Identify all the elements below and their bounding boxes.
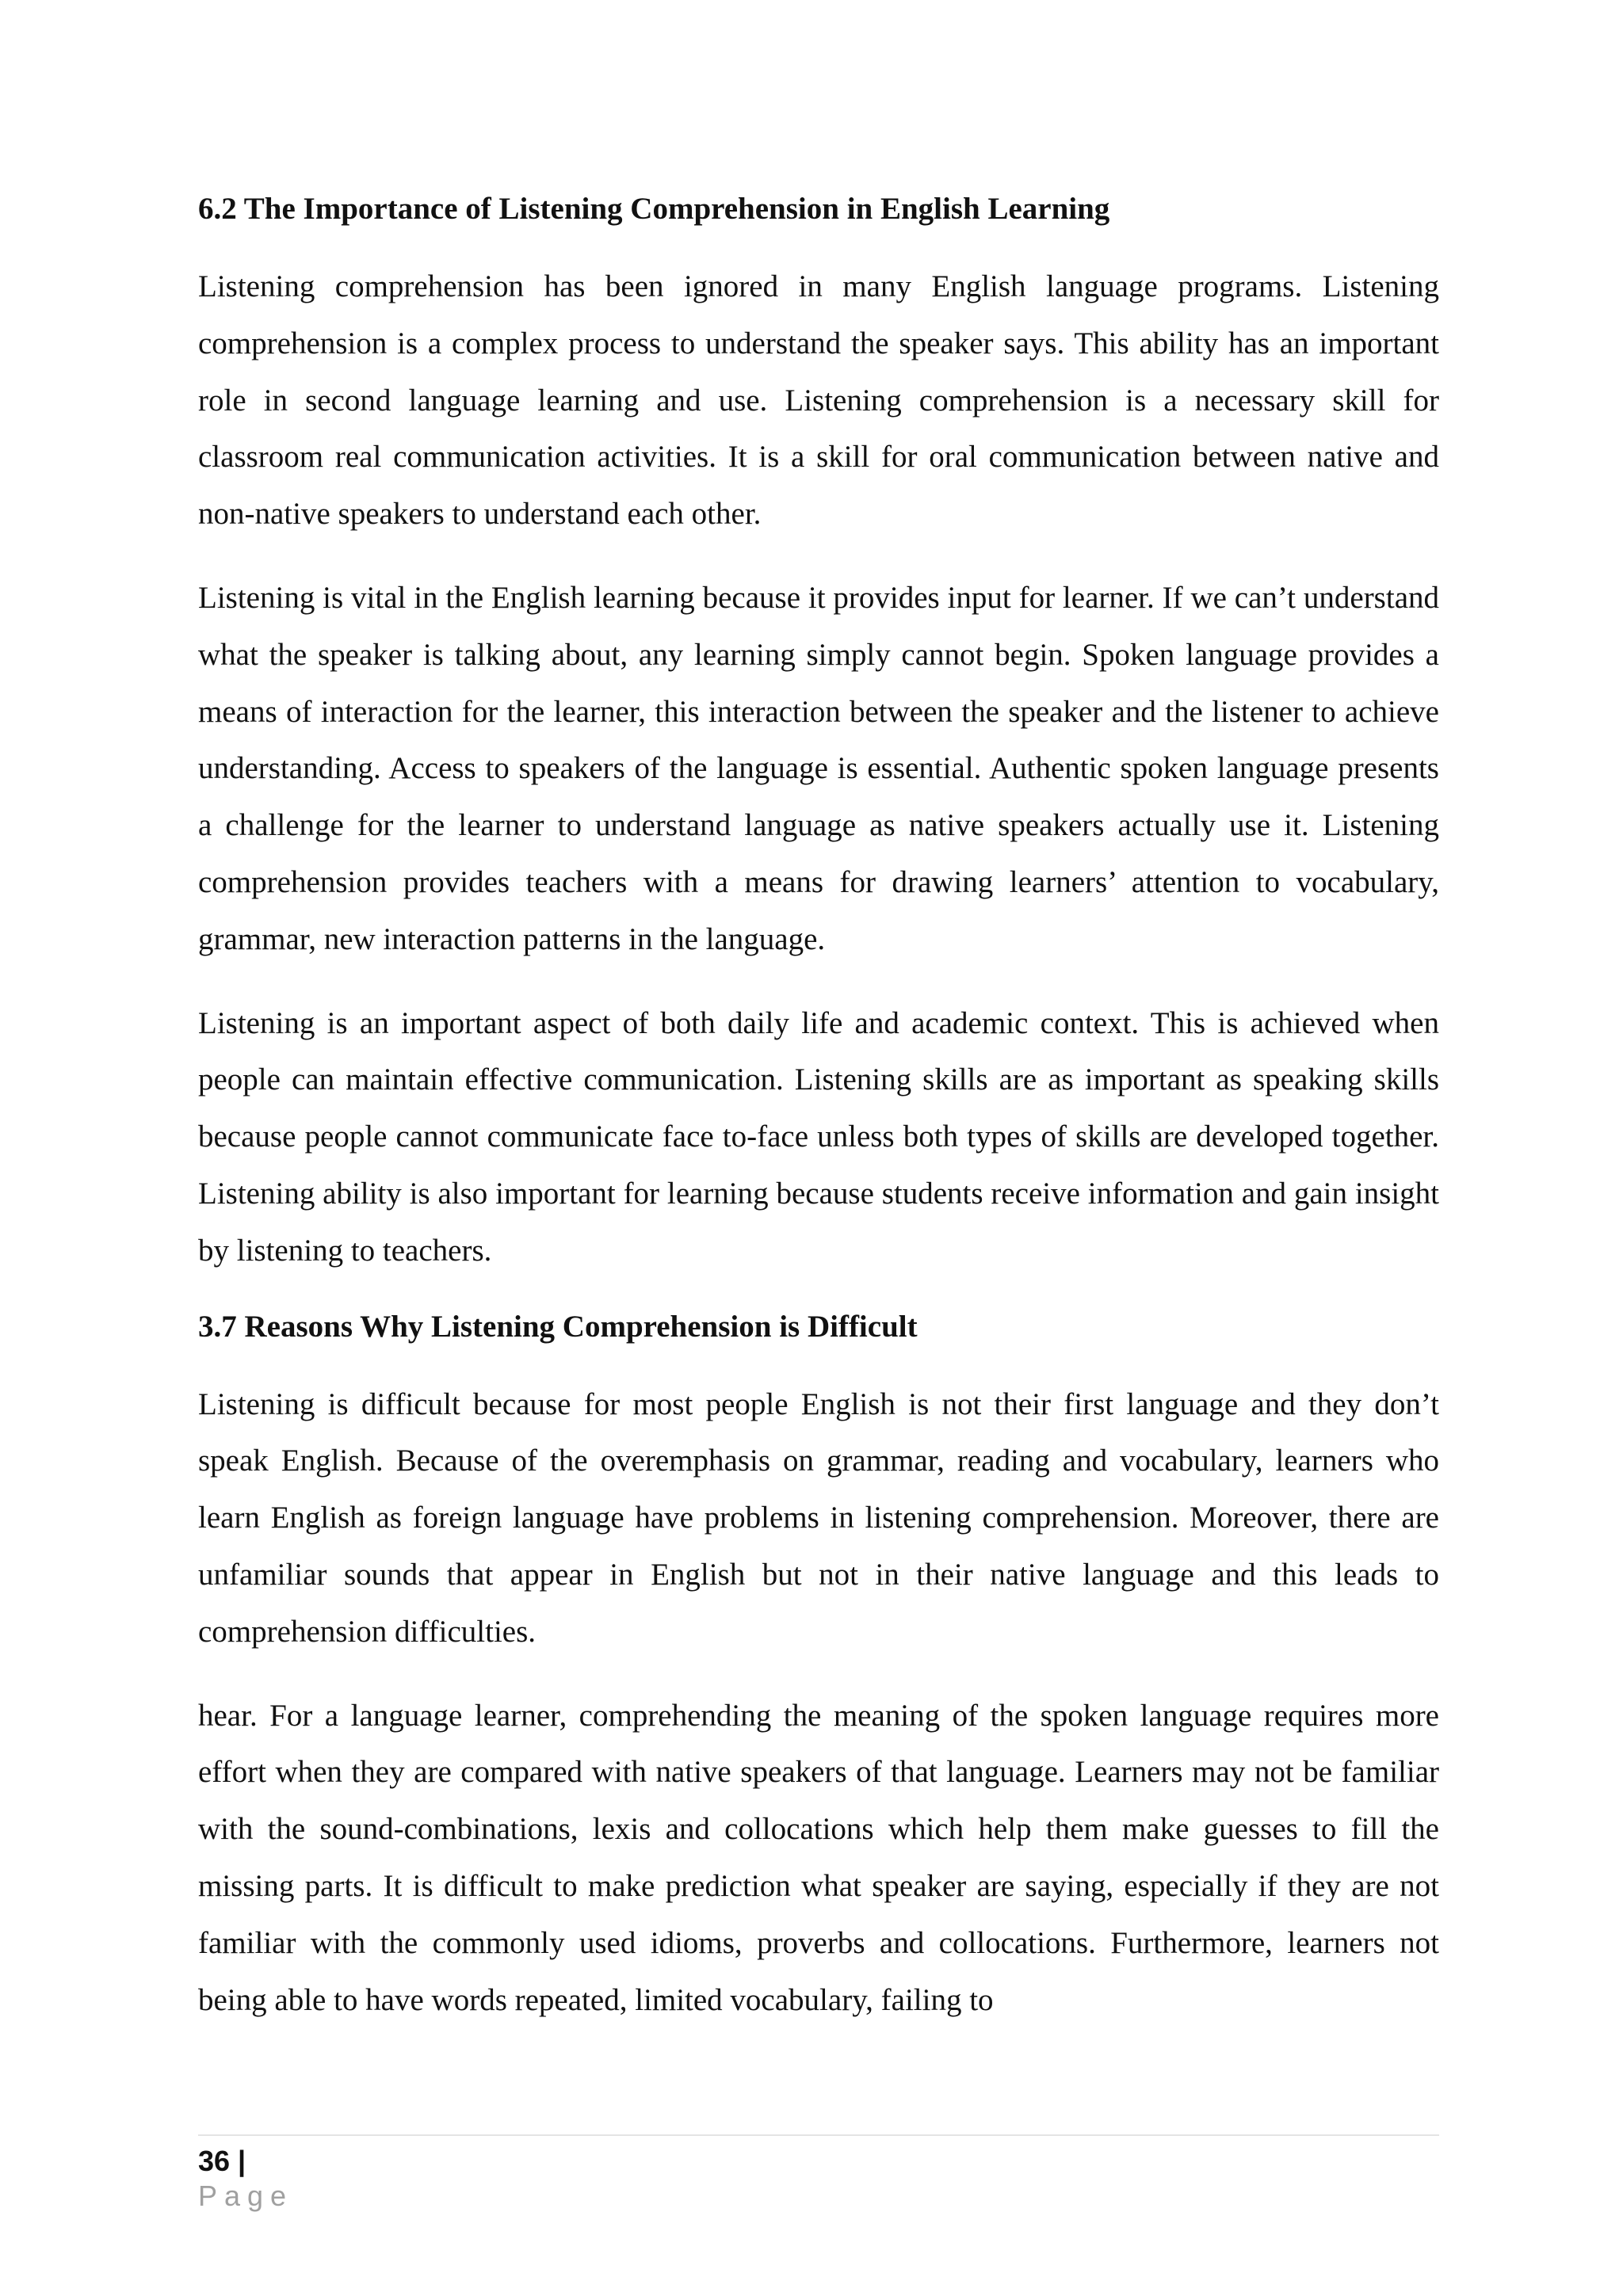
page-number: 36 <box>198 2145 231 2177</box>
paragraph-5: hear. For a language learner, comprehending the meaning of the spoken language requires more effort when they are compared with native speakers of that language. Learners may not be familiar with the sound-combinations, lexis and collocations which help them make guesses to fill the missing parts. It is difficult to make prediction what speaker are saying, especially if they are not familiar with the commonly used idioms, proverbs and collocations. Furthermore, learners not being able to have words repeated, limited vocabulary, failing to <box>198 1698 1439 2017</box>
page-word: Page <box>198 2180 294 2212</box>
paragraph-2: Listening is vital in the English learning because it provides input for learner. If we can’t understand what the speaker is talking about, any learning simply cannot begin. Spoken language provides a means of interaction for the learner, this interaction between the speaker and the listener to achieve understanding. Access to speakers of the language is essential. Authentic spoken language presents a challenge for the learner to understand language as native speakers actually use it. Listening comprehension provides teachers with a means for drawing learners’ attention to vocabulary, grammar, new interaction patterns in the language. <box>198 580 1439 956</box>
page-number-label <box>198 2144 341 2214</box>
paragraph-4: Listening is difficult because for most people English is not their first language and they don’t speak English. Because of the overemphasis on grammar, reading and vocabulary, learners who learn English as foreign language have problems in listening comprehension. Moreover, there are unfamiliar sounds that appear in English but not in their native language and this leads to comprehension difficulties. <box>198 1386 1439 1649</box>
paragraph-1: Listening comprehension has been ignored in many English language programs. Listening comprehension is a complex process to understand the speaker says. This ability has an important role in second language learning and use. Listening comprehension is a necessary skill for classroom real communication activities. It is a skill for oral communication between native and non-native speakers to understand each other. <box>198 269 1439 532</box>
paragraph-3: Listening is an important aspect of both daily life and academic context. This is achieved when people can maintain effective communication. Listening skills are as important as speaking skills because people cannot communicate face to-face unless both types of skills are developed together. Listening ability is also important for learning because students receive information and gain insight by listening to teachers. <box>198 1005 1439 1268</box>
section-heading-importance: 6.2 The Importance of Listening Comprehension in English Learning <box>198 192 1110 226</box>
page-footer <box>198 2134 1439 2214</box>
footer-divider <box>198 2134 1439 2136</box>
document-page <box>198 190 1439 2055</box>
section-heading-reasons: 3.7 Reasons Why Listening Comprehension is Difficult <box>198 1309 918 1344</box>
page-separator: | <box>230 2145 246 2177</box>
